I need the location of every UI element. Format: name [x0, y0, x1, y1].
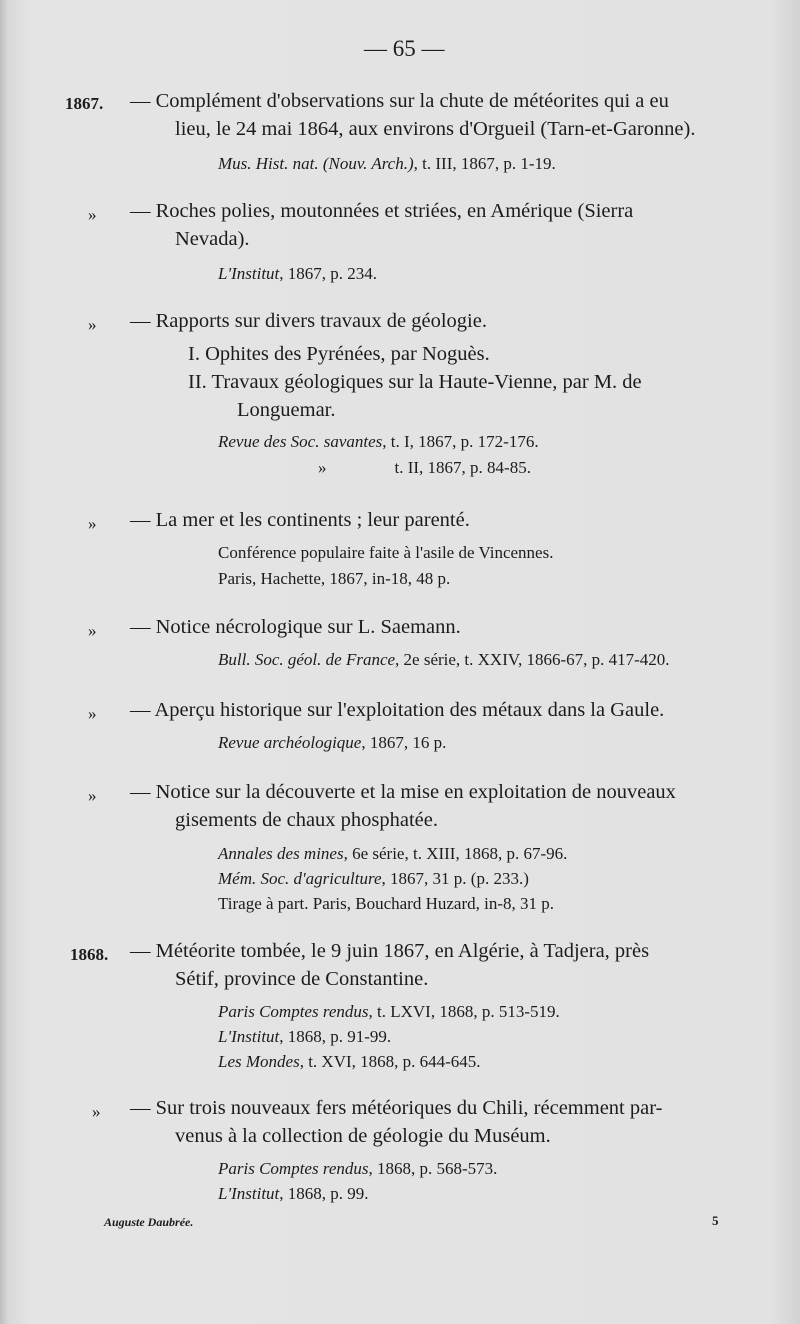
entry-title-line: — Notice nécrologique sur L. Saemann. — [130, 616, 461, 638]
entry-title-line: — Notice sur la découverte et la mise en exploitation de nouveaux — [130, 781, 676, 803]
entry-reference: Les Mondes, t. XVI, 1868, p. 644-645. — [218, 1052, 481, 1071]
entry-reference: Tirage à part. Paris, Bouchard Huzard, in-8, 31 p. — [218, 894, 554, 913]
entry-reference: Mém. Soc. d'agriculture, 1867, 31 p. (p. 233.) — [218, 869, 529, 888]
entry-reference: Bull. Soc. géol. de France, 2e série, t. XXIV, 1866-67, p. 417-420. — [218, 650, 670, 669]
entry-reference: Paris Comptes rendus, 1868, p. 568-573. — [218, 1159, 498, 1178]
ditto-mark: » — [92, 1102, 101, 1121]
entry-reference: » t. II, 1867, p. 84-85. — [318, 458, 531, 477]
entry-title-line: lieu, le 24 mai 1864, aux environs d'Orgueil (Tarn-et-Garonne). — [175, 118, 696, 140]
entry-title-line: venus à la collection de géologie du Muséum. — [175, 1125, 551, 1147]
ditto-mark: » — [88, 315, 97, 334]
entry-title-line: — Sur trois nouveaux fers météoriques du Chili, récemment par- — [130, 1097, 663, 1119]
gathering-number: 5 — [712, 1213, 719, 1228]
entry-reference: L'Institut, 1868, p. 99. — [218, 1184, 369, 1203]
entry-subitem: II. Travaux géologiques sur la Haute-Vienne, par M. de — [188, 371, 642, 393]
entry-reference: Conférence populaire faite à l'asile de Vincennes. — [218, 543, 554, 562]
ditto-mark: » — [88, 704, 97, 723]
ditto-mark: » — [88, 621, 97, 640]
book-page: — 65 — 1867. — Complément d'observations sur la chute de météorites qui a eu lieu, le 24 mai 1864, aux environs d'Orgueil (Tarn-et-Garonne). Mus. Hist. nat. (Nouv. Arch.), t. III, 1867, p. 1-19. » — Roches polies, moutonnées et striées, en Amérique (Sierra Nevada). L'Institut, 1867, p. 234. » — Rapports sur divers travaux de géologie. I. Ophites des Pyrénées, par Noguès. II. Travaux géologiques sur la Haute-Vienne, par M. de Longuemar. Revue des Soc. savantes, t. I, 1867, p. 172-176. » t. II, 1867, p. 84-85. » — La mer et les continents ; leur parenté. Conférence populaire faite à l'asile de Vincennes. Paris, Hachette, 1867, in-18, 48 p. » — Notice nécrologique sur L. Saemann. Bull. Soc. géol. de France, 2e série, t. XXIV, 1866-67, p. 417-420. » — Aperçu historique sur l'exploitation des métaux dans la Gaule. Revue archéologique, 1867, 16 p. » — Notice sur la découverte et la mise en exploitation de nouveaux gisements de chaux phosphatée. Annales des mines, 6e série, t. XIII, 1868, p. 67-96. Mém. Soc. d'agriculture, 1867, 31 p. (p. 233.) Tirage à part. Paris, Bouchard Huzard, in-8, 31 p. 1868. — Météorite tombée, le 9 juin 1867, en Algérie, à Tadjera, près Sétif, province de Constantine. Paris Comptes rendus, t. LXVI, 1868, p. 513-519. L'Institut, 1868, p. 91-99. Les Mondes, t. XVI, 1868, p. 644-645. » — Sur trois nouveaux fers météoriques du Chili, récemment par- venus à la collection de géologie du Muséum. Paris Comptes rendus, 1868, p. 568-573. L'Institut, 1868, p. 99. Auguste Daubrée. 5 — [0, 0, 800, 1324]
ditto-mark: » — [88, 786, 97, 805]
entry-title-line: gisements de chaux phosphatée. — [175, 809, 439, 831]
entry-subitem: Longuemar. — [237, 399, 336, 421]
signature-mark: Auguste Daubrée. — [104, 1215, 194, 1229]
entry-reference: Paris Comptes rendus, t. LXVI, 1868, p. 513-519. — [218, 1002, 560, 1021]
entry-subitem: I. Ophites des Pyrénées, par Noguès. — [188, 343, 490, 365]
entry-reference: Annales des mines, 6e série, t. XIII, 1868, p. 67-96. — [218, 844, 568, 863]
entry-title-line: — Météorite tombée, le 9 juin 1867, en Algérie, à Tadjera, près — [130, 940, 650, 962]
entry-title-line: — Rapports sur divers travaux de géologie. — [130, 310, 487, 332]
entry-title-line: — La mer et les continents ; leur parenté. — [130, 509, 470, 531]
entry-year: 1867. — [65, 94, 104, 113]
entry-reference: Revue des Soc. savantes, t. I, 1867, p. 172-176. — [218, 432, 539, 451]
entry-reference: Revue archéologique, 1867, 16 p. — [218, 733, 447, 752]
entry-title-line: Sétif, province de Constantine. — [175, 968, 429, 990]
ditto-mark: » — [88, 205, 97, 224]
entry-title-line: — Roches polies, moutonnées et striées, en Amérique (Sierra — [130, 200, 634, 222]
entry-reference: L'Institut, 1867, p. 234. — [218, 264, 378, 283]
entry-reference: Paris, Hachette, 1867, in-18, 48 p. — [218, 569, 451, 588]
ditto-mark: » — [88, 514, 97, 533]
entry-title-line: — Aperçu historique sur l'exploitation des métaux dans la Gaule. — [130, 699, 665, 721]
entry-title-line: Nevada). — [175, 228, 250, 250]
entry-reference: L'Institut, 1868, p. 91-99. — [218, 1027, 392, 1046]
entry-reference: Mus. Hist. nat. (Nouv. Arch.), t. III, 1867, p. 1-19. — [218, 154, 556, 173]
entry-title-line: — Complément d'observations sur la chute de météorites qui a eu — [130, 90, 669, 112]
entry-year: 1868. — [70, 945, 109, 964]
